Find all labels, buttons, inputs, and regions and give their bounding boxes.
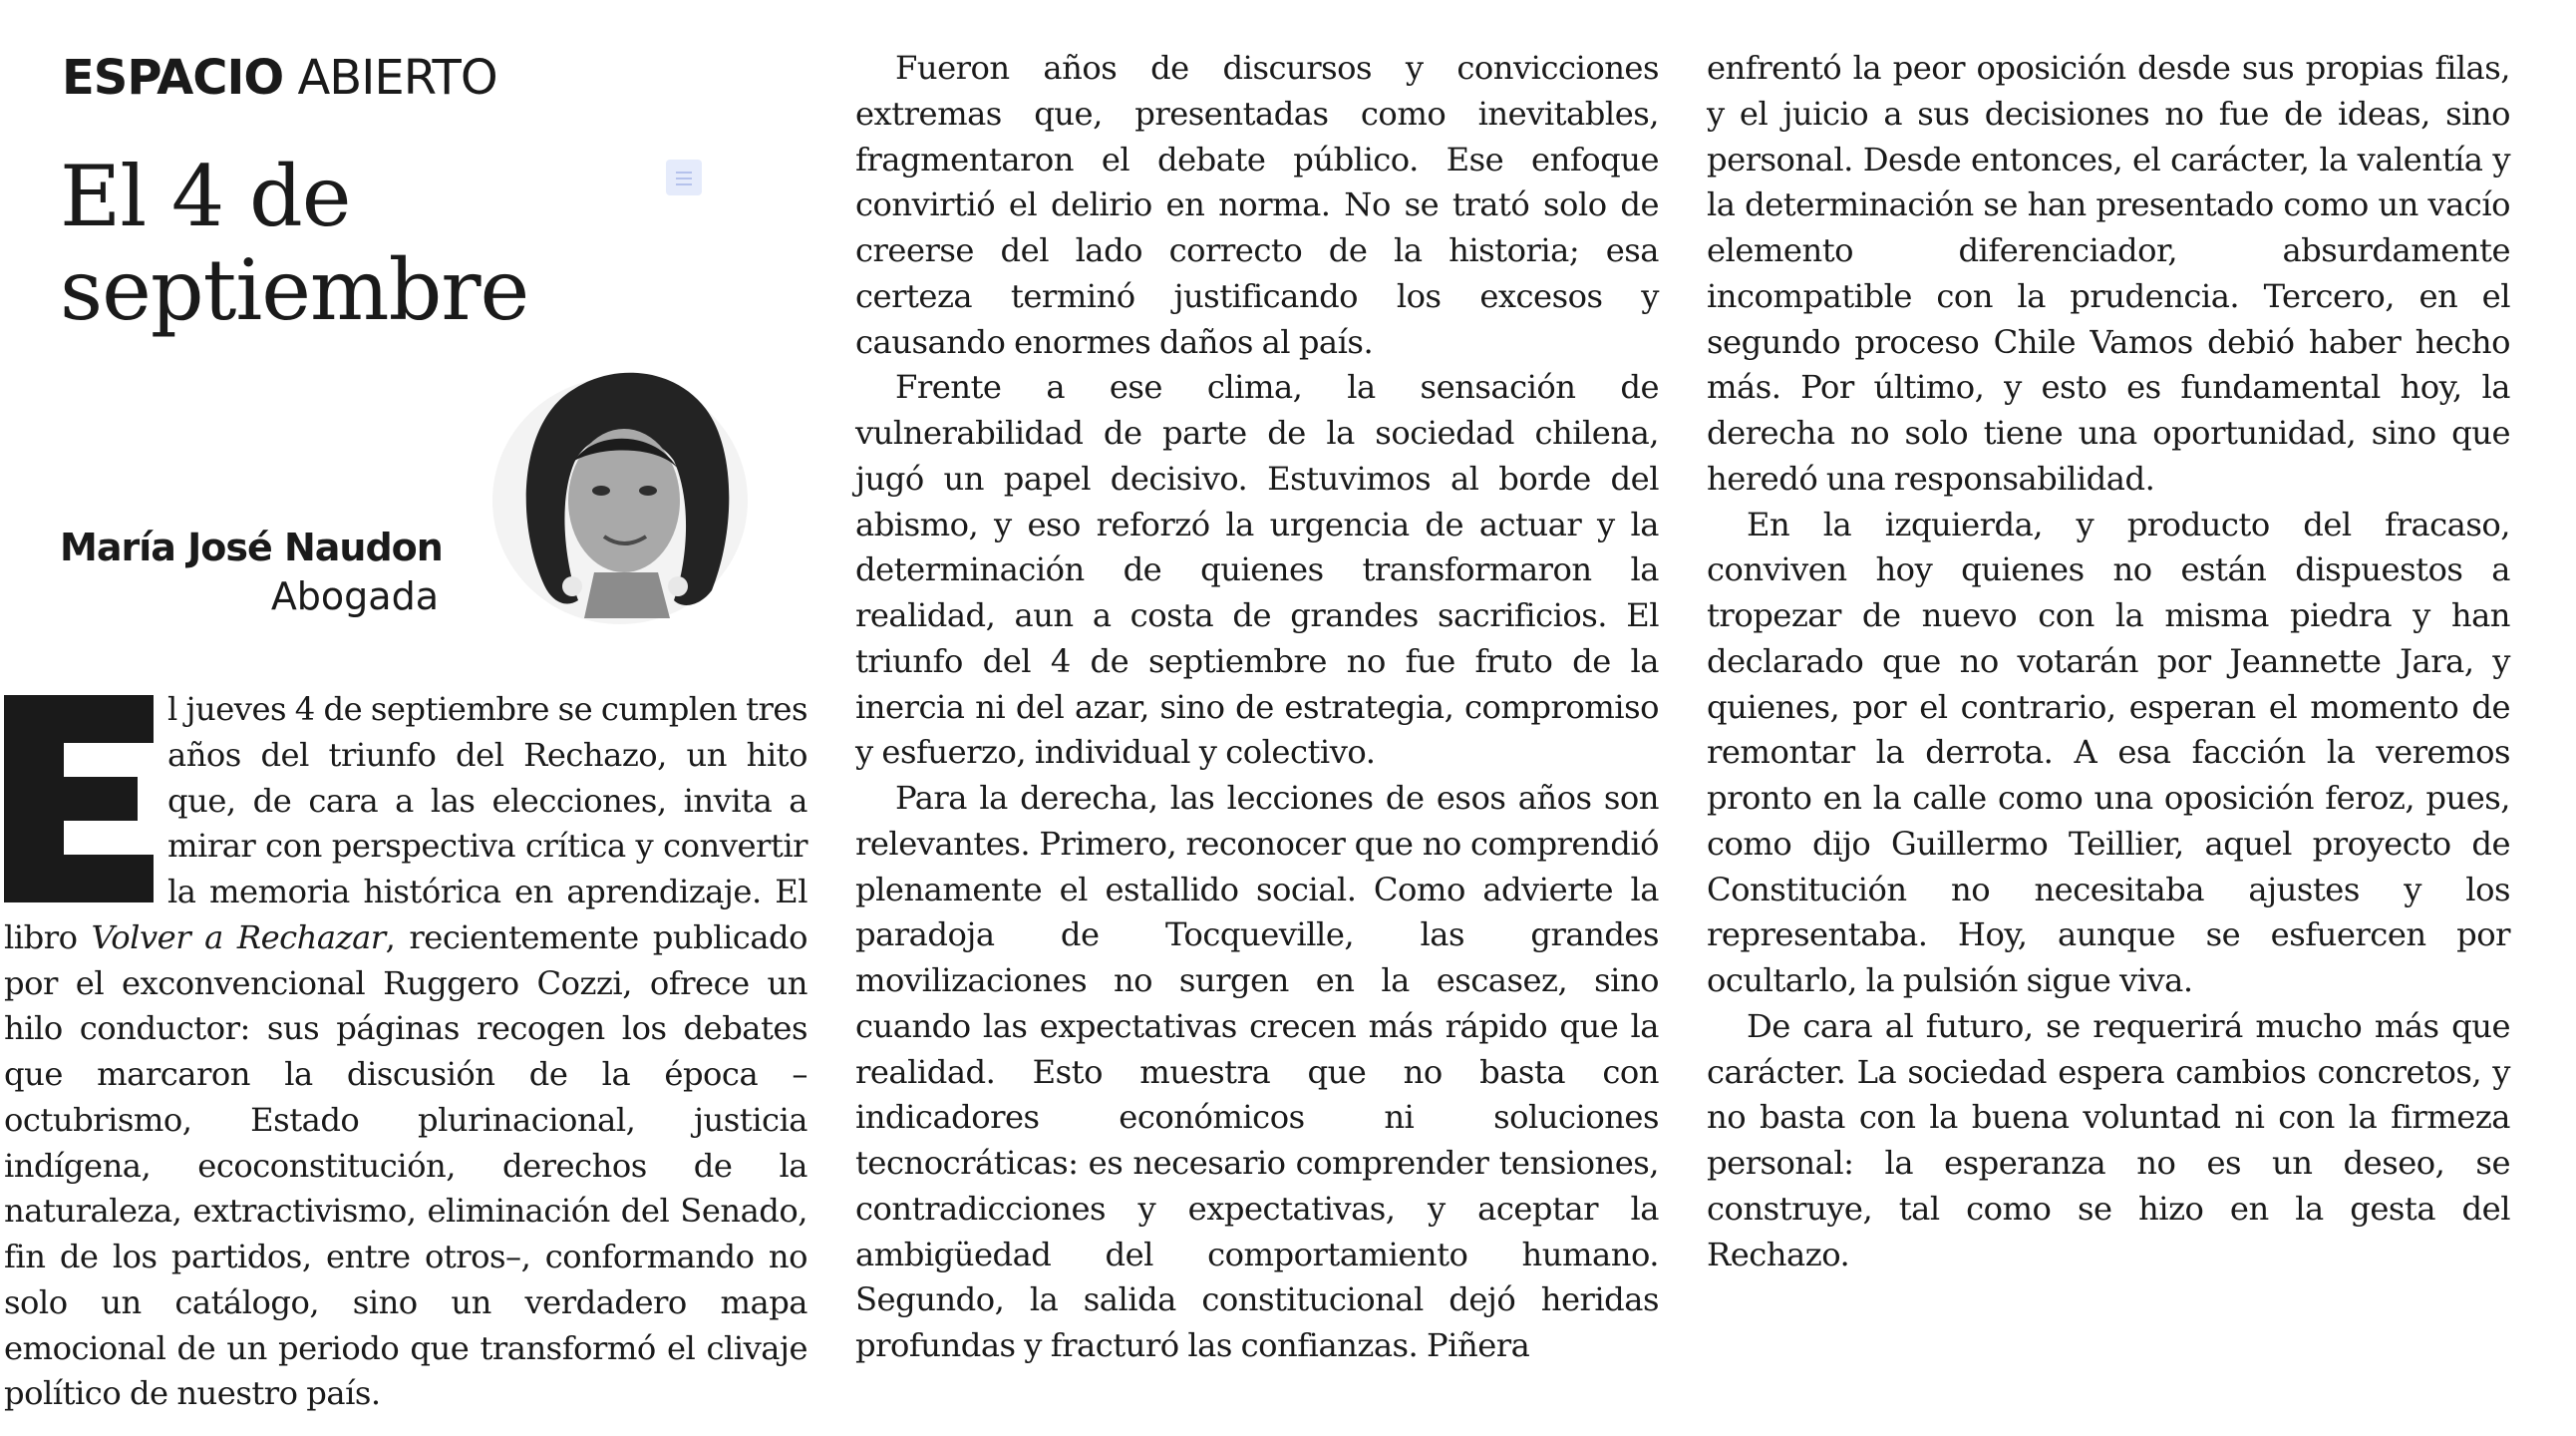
article-paragraph-4-cont: enfrentó la peor oposición desde sus propias filas, y el juicio a sus decisiones no fue de ideas, sino personal. Desde entonces, el carácter, la valentía y la determinación se han presentado como un vacío elemento diferenciador, absurdamente incompatible con la prudencia. Tercero, en el segundo proceso Chile Vamos debió haber hecho más. Por último, y esto es fundamental hoy, la derecha no solo tiene una oportunidad, sino que heredó una responsabilidad. — [1707, 49, 2510, 498]
article-paragraph-2: Fueron años de discursos y convicciones extremas que, presentadas como inevitables, fragmentaron el debate público. Ese enfoque convirtió el delirio en norma. No se trató solo de creerse del lado correcto de la historia; esa certeza terminó justificando los excesos y causando enormes daños al país. — [855, 49, 1659, 361]
article-paragraph-4: Para la derecha, las lecciones de esos años son relevantes. Primero, reconocer que no comprendió plenamente el estallido social. Como advierte la paradoja de Tocqueville, las grandes movilizaciones no surgen en la escasez, sino cuando las expectativas crecen más rápido que la realidad. Esto muestra que no basta con indicadores económicos ni soluciones tecnocráticas: es necesario comprender tensiones, contradicciones y expectativas, y aceptar la ambigüedad del comportamiento humano. Segundo, la salida constitucional dejó heridas profundas y fracturó las confianzas. Piñera — [855, 779, 1659, 1364]
article-column-1 — [4, 687, 807, 1417]
article-paragraph-1-text: l jueves 4 de septiembre se cumplen tres años del triunfo del Rechazo, un hito que, de cara a las elecciones, invita a mirar con perspectiva crítica y convertir la memoria histórica en aprendizaje. El libro — [4, 690, 807, 956]
article-column-3 — [1707, 46, 2510, 1277]
article-paragraph-5: En la izquierda, y producto del fracaso, conviven hoy quienes no están dispuestos a tropezar de nuevo con la misma piedra y han declarado que no votarán por Jeannette Jara, y quienes, por el contrario, esperan el momento de remontar la derrota. A esa facción la veremos pronto en la calle como una oposición feroz, pues, como dijo Guillermo Teillier, aquel proyecto de Constitución no necesitaba ajustes y los representaba. Hoy, aunque se esfuercen por ocultarlo, la pulsión sigue viva. — [1707, 505, 2510, 999]
section-label — [62, 48, 497, 108]
dropcap — [4, 695, 154, 902]
article-paragraph-3: Frente a ese clima, la sensación de vulnerabilidad de parte de la sociedad chilena, jugó un papel decisivo. Estuvimos al borde del abismo, y eso reforzó la urgencia de actuar y la determinación de quienes transformaron la realidad, aun a costa de grandes sacrificios. El triunfo del 4 de septiembre no fue fruto de la inercia ni del azar, sino de estrategia, compromiso y esfuerzo, individual y colectivo. — [855, 368, 1659, 772]
section-label-bold: ESPACIO — [62, 50, 284, 106]
headline: El 4 de septiembre — [60, 148, 529, 339]
author-block — [60, 523, 443, 620]
author-role: Abogada — [270, 574, 439, 618]
section-label-light: ABIERTO — [297, 50, 497, 106]
article-paragraph-6: De cara al futuro, se requerirá mucho más que carácter. La sociedad espera cambios concretos, y no basta con la buena voluntad ni con la firmeza personal: la esperanza no es un deseo, se construye, tal como se hizo en la gesta del Rechazo. — [1707, 1006, 2510, 1273]
article-paragraph-1 — [4, 687, 807, 1417]
author-portrait — [475, 351, 764, 628]
note-icon[interactable] — [666, 160, 702, 195]
dropcap-glyph — [4, 695, 154, 902]
article-column-2 — [855, 46, 1659, 1369]
book-title: Volver a Rechazar — [91, 917, 386, 956]
article-paragraph-1-tail: , recientemente publicado por el exconvencional Ruggero Cozzi, ofrece un hilo conductor: sus páginas recogen los debates que marcaron la discusión de la época –octubrismo, Estado plurinacional, justicia indígena, ecoconstitución, derechos de la naturaleza, extractivismo, eliminación del Senado, fin de los partidos, entre otros–, conformando no solo un catálogo, sino un verdadero mapa emocional de un periodo que transformó el clivaje político de nuestro país. — [4, 917, 807, 1413]
author-name: María José Naudon — [60, 526, 443, 569]
